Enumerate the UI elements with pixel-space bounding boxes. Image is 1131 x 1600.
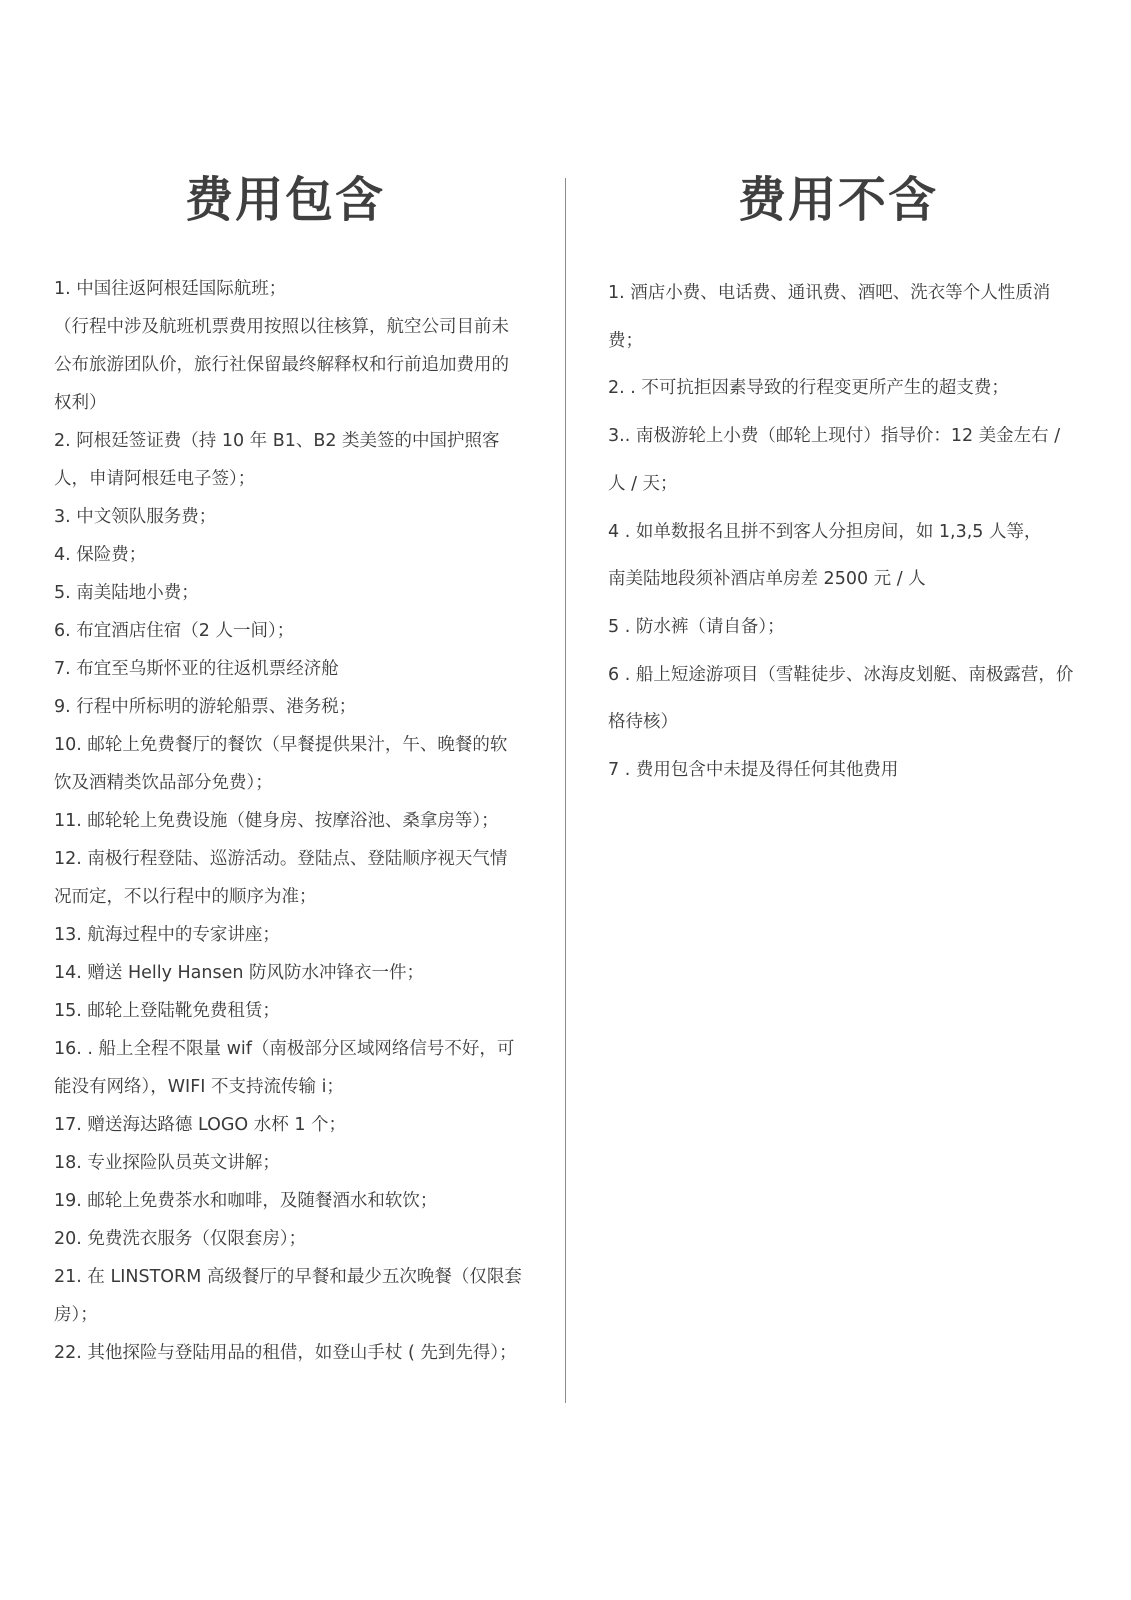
- excluded-title: 费用不含: [737, 172, 938, 228]
- excluded-item: 7 . 费用包含中未提及得任何其他费用: [608, 760, 899, 781]
- included-item: 2. 阿根廷签证费（持 10 年 B1、B2 类美签的中国护照客人，申请阿根廷电子签）；: [54, 431, 500, 489]
- excluded-item: 1. 酒店小费、电话费、通讯费、酒吧、洗衣等个人性质消费；: [608, 283, 1051, 351]
- excluded-list: [608, 270, 1078, 795]
- column-divider: [565, 178, 566, 1403]
- included-item: 7. 布宜至乌斯怀亚的往返机票经济舱: [54, 659, 339, 679]
- included-item: 3. 中文领队服务费；: [54, 507, 217, 527]
- included-item: 6. 布宜酒店住宿（2 人一间）；: [54, 621, 295, 641]
- included-item: 20. 免费洗衣服务（仅限套房）；: [54, 1229, 307, 1249]
- included-item: 22. 其他探险与登陆用品的租借，如登山手杖 ( 先到先得）；: [54, 1343, 517, 1363]
- included-column: [54, 165, 524, 1372]
- excluded-item: 6 . 船上短途游项目（雪鞋徒步、冰海皮划艇、南极露营，价格待核）: [608, 664, 1074, 733]
- included-item: 5. 南美陆地小费；: [54, 583, 199, 603]
- included-item: 10. 邮轮上免费餐厅的餐饮（早餐提供果汁，午、晚餐的软饮及酒精类饮品部分免费）；: [54, 735, 508, 793]
- included-item: 4. 保险费；: [54, 545, 147, 565]
- included-item: （行程中涉及航班机票费用按照以往核算，航空公司目前未公布旅游团队价，旅行社保留最终解释权和行前追加费用的权利）: [54, 317, 509, 413]
- excluded-column: [608, 165, 1078, 795]
- included-item: 13. 航海过程中的专家讲座；: [54, 925, 280, 945]
- included-title: 费用包含: [184, 172, 385, 228]
- included-item: 1. 中国往返阿根廷国际航班；: [54, 279, 287, 299]
- included-item: 21. 在 LINSTORM 高级餐厅的早餐和最少五次晚餐（仅限套房）；: [54, 1267, 522, 1325]
- included-item: 18. 专业探险队员英文讲解；: [54, 1153, 280, 1173]
- included-item: 9. 行程中所标明的游轮船票、港务税；: [54, 697, 357, 717]
- excluded-item: 2. . 不可抗拒因素导致的行程变更所产生的超支费；: [608, 378, 1009, 399]
- included-item: 19. 邮轮上免费茶水和咖啡，及随餐酒水和软饮；: [54, 1191, 438, 1211]
- included-item: 11. 邮轮轮上免费设施（健身房、按摩浴池、桑拿房等）；: [54, 811, 499, 831]
- included-item: 17. 赠送海达路德 LOGO 水杯 1 个；: [54, 1115, 347, 1135]
- excluded-item: 5 . 防水裤（请自备）；: [608, 616, 785, 637]
- excluded-item: 3.. 南极游轮上小费（邮轮上现付）指导价：12 美金左右 / 人 / 天；: [608, 426, 1061, 494]
- included-list: [54, 270, 524, 1372]
- excluded-item: 4 . 如单数报名且拼不到客人分担房间，如 1,3,5 人等，: [608, 521, 1042, 542]
- excluded-item: 南美陆地段须补酒店单房差 2500 元 / 人: [608, 569, 926, 590]
- included-item: 16. . 船上全程不限量 wif（南极部分区域网络信号不好，可能没有网络），WIFI 不支持流传输 i；: [54, 1039, 515, 1097]
- included-item: 14. 赠送 Helly Hansen 防风防水冲锋衣一件；: [54, 963, 425, 983]
- included-item: 12. 南极行程登陆、巡游活动。登陆点、登陆顺序视天气情况而定，不以行程中的顺序为准；: [54, 849, 508, 907]
- included-item: 15. 邮轮上登陆靴免费租赁；: [54, 1001, 280, 1021]
